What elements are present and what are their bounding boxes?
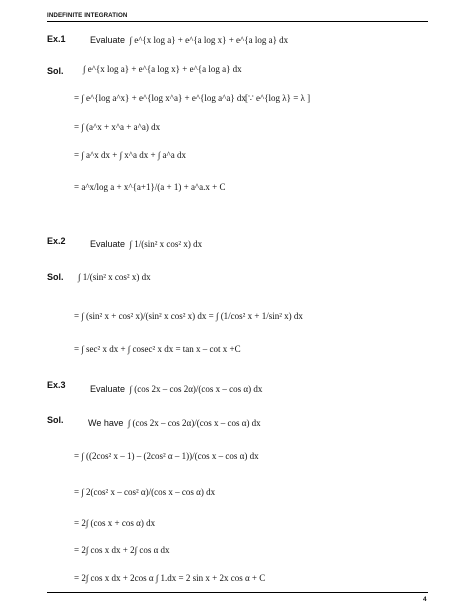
example-3-question xyxy=(90,379,262,397)
example-3-step-1: ∫ (cos 2x – cos 2α)/(cos x – cos α) dx xyxy=(127,418,261,428)
example-2-question xyxy=(90,234,202,252)
example-3-solution-label: Sol. xyxy=(47,415,64,425)
example-1-step-4: = ∫ a^x dx + ∫ x^a dx + ∫ a^a dx xyxy=(74,150,187,160)
example-2-label: Ex.2 xyxy=(47,236,66,246)
example-1-question-prefix: Evaluate xyxy=(90,35,126,45)
example-2-step-3: = ∫ sec² x dx + ∫ cosec² x dx = tan x – cot x +C xyxy=(74,344,241,354)
example-1-solution-label: Sol. xyxy=(47,66,64,76)
example-1-step-5: = a^x/log a + x^{a+1}/(a + 1) + a^a.x + C xyxy=(74,182,226,192)
example-3-solution-prefix: We have xyxy=(88,418,124,428)
example-2-question-prefix: Evaluate xyxy=(90,239,126,249)
example-2-step-1: ∫ 1/(sin² x cos² x) dx xyxy=(78,272,151,282)
example-2-question-expr: ∫ 1/(sin² x cos² x) dx xyxy=(129,239,203,249)
example-2-step-2: = ∫ (sin² x + cos² x)/(sin² x cos² x) dx = ∫ (1/cos² x + 1/sin² x) dx xyxy=(74,311,303,321)
example-1-step-1: ∫ e^{x log a} + e^{a log x} + e^{a log a} dx xyxy=(83,64,242,74)
example-1-step-2: = ∫ e^{log a^x} + e^{log x^a} + e^{log a^a} dx xyxy=(74,93,246,103)
example-2-solution-label: Sol. xyxy=(47,272,64,282)
header-rule xyxy=(47,21,428,22)
footer-rule xyxy=(47,592,428,593)
example-3-step-3: = ∫ 2(cos² x – cos² α)/(cos x – cos α) dx xyxy=(74,487,216,497)
example-3-step-1-row xyxy=(88,413,261,431)
example-3-question-expr: ∫ (cos 2x – cos 2α)/(cos x – cos α) dx xyxy=(129,384,263,394)
page-number: 4 xyxy=(423,596,427,603)
example-3-label: Ex.3 xyxy=(47,380,66,390)
example-3-step-5: = 2∫ cos x dx + 2∫ cos α dx xyxy=(74,545,170,555)
example-3-step-6: = 2∫ cos x dx + 2cos α ∫ 1.dx = 2 sin x + 2x cos α + C xyxy=(74,573,266,583)
example-1-label: Ex.1 xyxy=(47,34,66,44)
example-1-question xyxy=(90,30,288,48)
example-1-question-expr: ∫ e^{x log a} + e^{a log x} + e^{a log a} dx xyxy=(129,35,289,45)
example-1-side-note: [∵ e^{log λ} = λ ] xyxy=(245,93,311,103)
example-1-step-3: = ∫ (a^x + x^a + a^a) dx xyxy=(74,122,161,132)
page-header-title: INDEFINITE INTEGRATION xyxy=(47,12,128,19)
example-3-step-2: = ∫ ((2cos² x – 1) – (2cos² α – 1))/(cos x – cos α) dx xyxy=(74,451,259,461)
example-3-question-prefix: Evaluate xyxy=(90,384,126,394)
example-3-step-4: = 2∫ (cos x + cos α) dx xyxy=(74,518,156,528)
